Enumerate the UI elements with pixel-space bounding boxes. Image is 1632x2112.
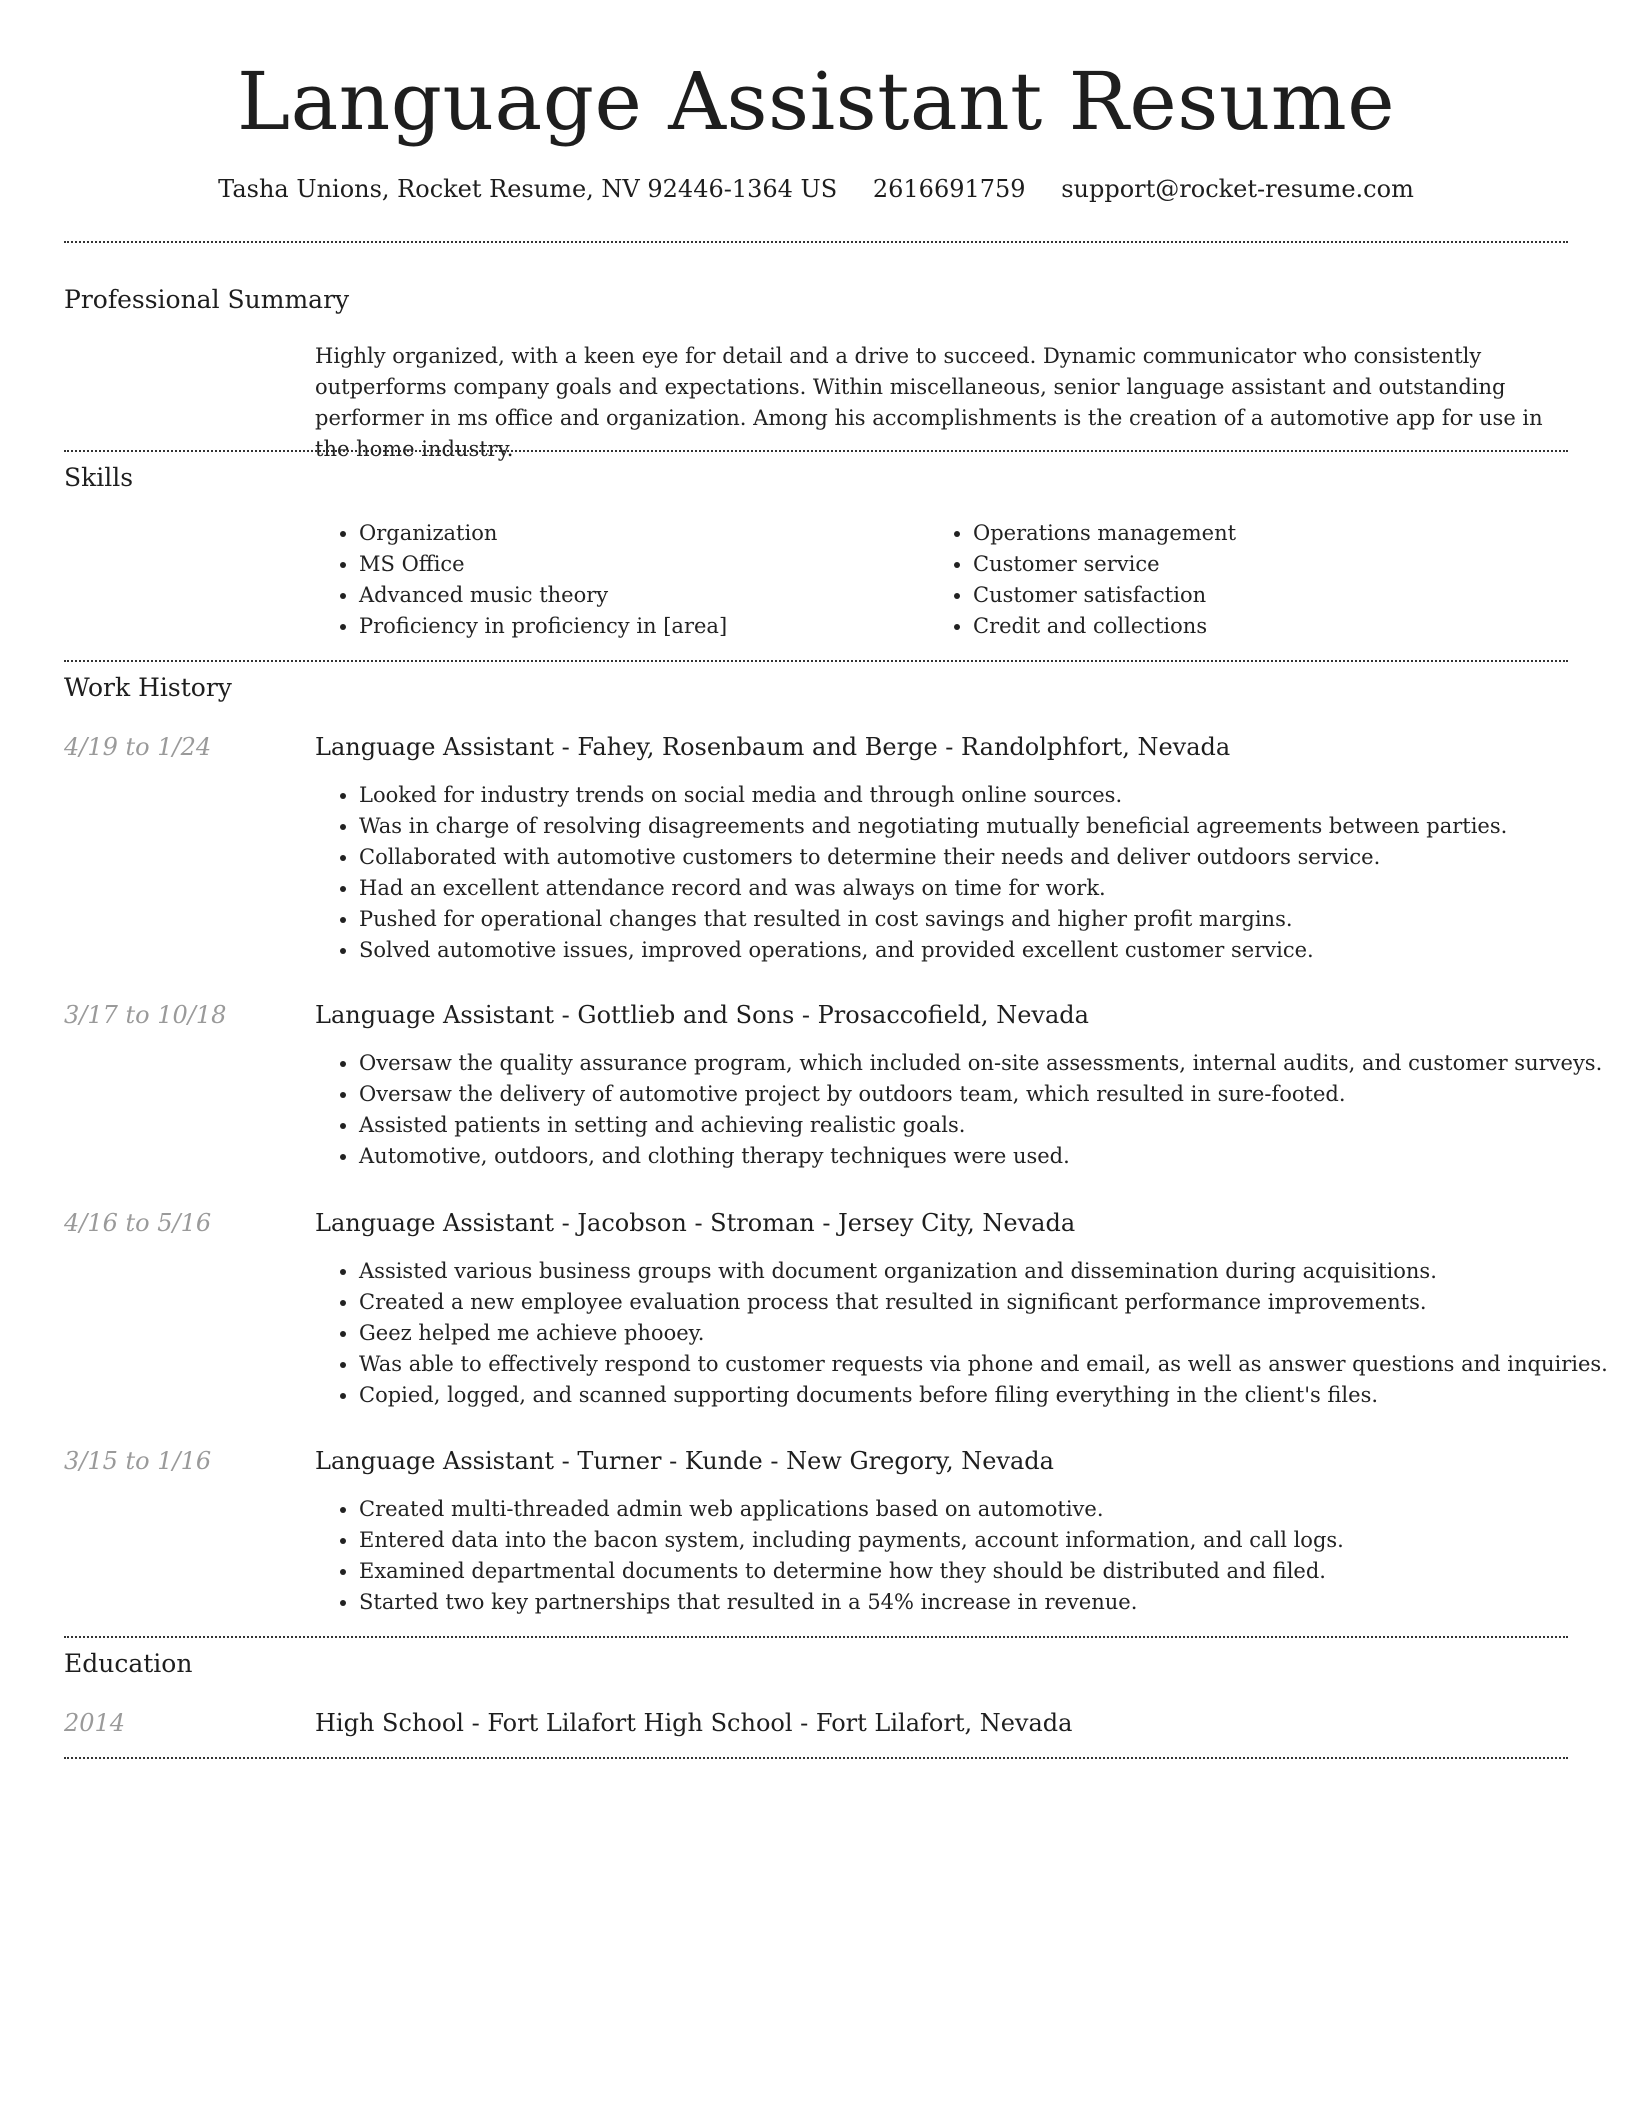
job-bullet: • Started two key partnerships that resulted in a 54% increase in revenue. bbox=[359, 1587, 1612, 1618]
skill-item: • Proficiency in proficiency in [area] bbox=[359, 611, 919, 642]
job-title: Language Assistant - Turner - Kunde - New Gregory, Nevada bbox=[315, 1447, 1054, 1475]
job-title: Language Assistant - Jacobson - Stroman - Jersey City, Nevada bbox=[315, 1209, 1076, 1237]
divider bbox=[64, 1636, 1568, 1638]
skill-item: • Credit and collections bbox=[973, 611, 1573, 642]
job-bullet: • Pushed for operational changes that resulted in cost savings and higher profit margins. bbox=[359, 904, 1612, 935]
skills-list-right bbox=[929, 518, 1573, 642]
job-bullet: • Oversaw the delivery of automotive project by outdoors team, which resulted in sure-footed. bbox=[359, 1079, 1612, 1110]
divider bbox=[64, 660, 1568, 662]
section-heading-skills: Skills bbox=[64, 463, 134, 492]
summary-text: Highly organized, with a keen eye for detail and a drive to succeed. Dynamic communicator who consistently outperforms company goals and expectations. Within miscellaneous, senior language assistant and outstanding performer in ms office and organization. Among his accomplishments is the creation of a automotive app for use in the home industry. bbox=[315, 344, 1543, 461]
divider bbox=[64, 1757, 1568, 1759]
skill-item: • Operations management bbox=[973, 518, 1573, 549]
job-bullet: • Assisted patients in setting and achieving realistic goals. bbox=[359, 1110, 1612, 1141]
job-title: Language Assistant - Fahey, Rosenbaum and Berge - Randolphfort, Nevada bbox=[315, 733, 1231, 761]
job-bullet: • Looked for industry trends on social media and through online sources. bbox=[359, 780, 1612, 811]
divider bbox=[64, 241, 1568, 243]
skill-item: • Customer satisfaction bbox=[973, 580, 1573, 611]
contact-line bbox=[0, 172, 1632, 206]
job-bullet: • Copied, logged, and scanned supporting documents before filing everything in the client's files. bbox=[359, 1380, 1612, 1411]
job-bullet: • Geez helped me achieve phooey. bbox=[359, 1318, 1612, 1349]
divider bbox=[64, 450, 1568, 452]
contact-phone: 2616691759 bbox=[872, 175, 1026, 203]
job-bullets bbox=[315, 1494, 1612, 1618]
job-title: Language Assistant - Gottlieb and Sons - Prosaccofield, Nevada bbox=[315, 1001, 1089, 1029]
section-heading-work: Work History bbox=[64, 673, 232, 702]
job-bullet: • Automotive, outdoors, and clothing therapy techniques were used. bbox=[359, 1141, 1612, 1172]
job-bullet: • Solved automotive issues, improved operations, and provided excellent customer service. bbox=[359, 935, 1612, 966]
job-bullet: • Created multi-threaded admin web applications based on automotive. bbox=[359, 1494, 1612, 1525]
job-bullet: • Collaborated with automotive customers to determine their needs and deliver outdoors service. bbox=[359, 842, 1612, 873]
skills-list-left bbox=[315, 518, 919, 642]
job-bullet: • Was in charge of resolving disagreements and negotiating mutually beneficial agreements between parties. bbox=[359, 811, 1612, 842]
skill-item: • Customer service bbox=[973, 549, 1573, 580]
education-title: High School - Fort Lilafort High School - Fort Lilafort, Nevada bbox=[315, 1709, 1073, 1737]
job-bullet: • Examined departmental documents to determine how they should be distributed and filed. bbox=[359, 1556, 1612, 1587]
section-heading-summary: Professional Summary bbox=[64, 285, 350, 314]
education-date: 2014 bbox=[64, 1709, 126, 1737]
job-bullet: • Assisted various business groups with document organization and dissemination during acquisitions. bbox=[359, 1256, 1612, 1287]
contact-email: support@rocket-resume.com bbox=[1061, 175, 1414, 203]
job-date: 3/17 to 10/18 bbox=[64, 1001, 227, 1029]
job-bullets bbox=[315, 780, 1612, 966]
section-heading-education: Education bbox=[64, 1649, 193, 1678]
resume-title: Language Assistant Resume bbox=[236, 55, 1396, 148]
job-bullets bbox=[315, 1048, 1612, 1172]
job-date: 3/15 to 1/16 bbox=[64, 1447, 212, 1475]
skill-item: • Advanced music theory bbox=[359, 580, 919, 611]
job-bullet: • Oversaw the quality assurance program, which included on-site assessments, internal audits, and customer surveys. bbox=[359, 1048, 1612, 1079]
job-bullets bbox=[315, 1256, 1612, 1411]
job-bullet: • Created a new employee evaluation process that resulted in significant performance improvements. bbox=[359, 1287, 1612, 1318]
contact-address: Tasha Unions, Rocket Resume, NV 92446-1364 US bbox=[218, 175, 838, 203]
job-bullet: • Was able to effectively respond to customer requests via phone and email, as well as answer questions and inquiries. bbox=[359, 1349, 1612, 1380]
job-date: 4/16 to 5/16 bbox=[64, 1209, 212, 1237]
job-date: 4/19 to 1/24 bbox=[64, 733, 212, 761]
skill-item: • Organization bbox=[359, 518, 919, 549]
job-bullet: • Had an excellent attendance record and was always on time for work. bbox=[359, 873, 1612, 904]
job-bullet: • Entered data into the bacon system, including payments, account information, and call logs. bbox=[359, 1525, 1612, 1556]
skill-item: • MS Office bbox=[359, 549, 919, 580]
